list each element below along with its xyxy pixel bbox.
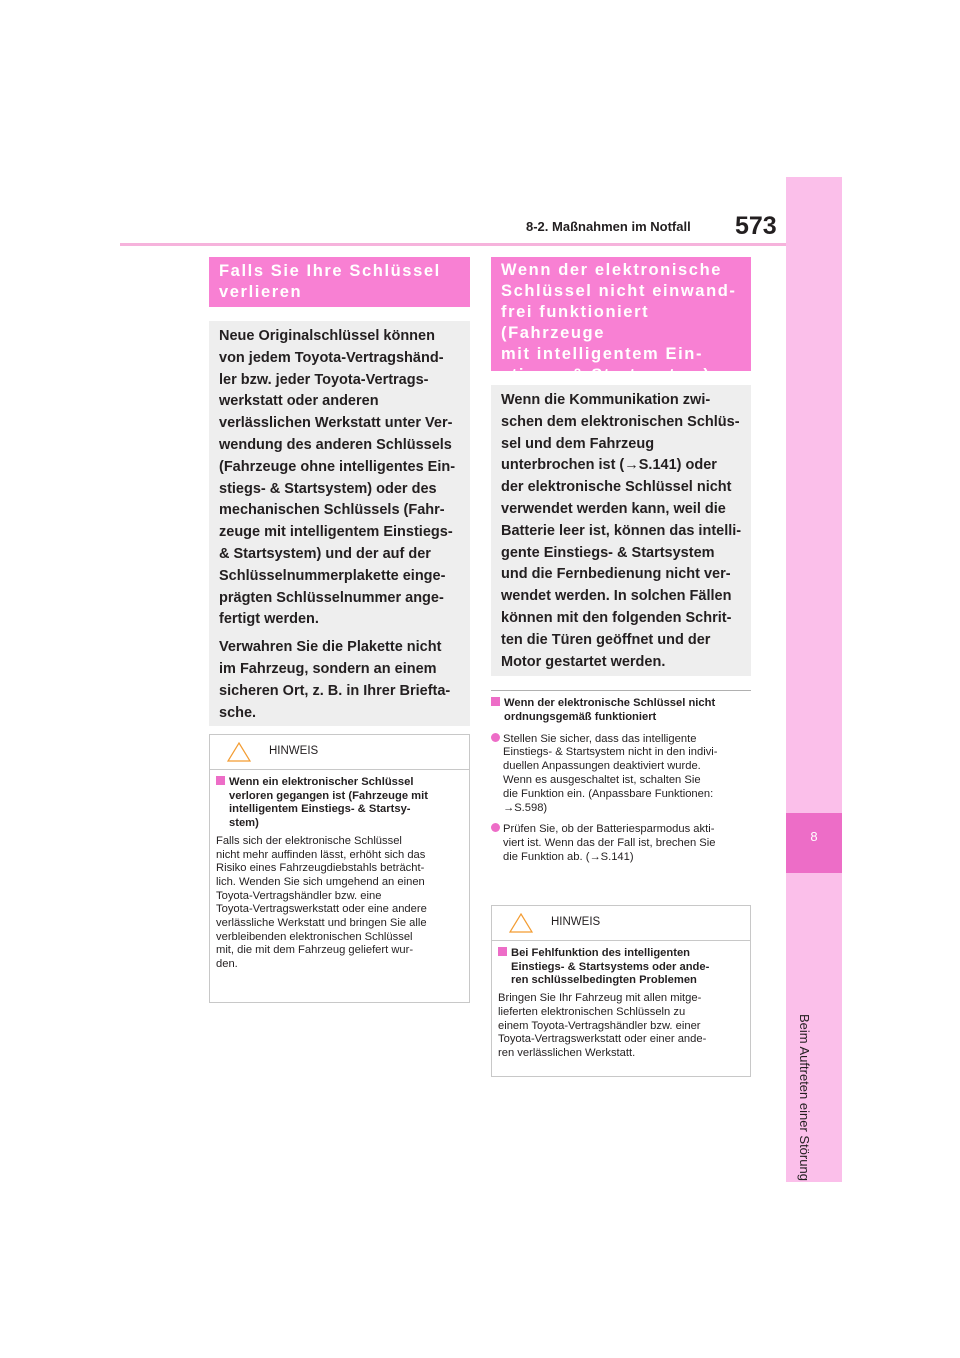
text-line: stem) bbox=[229, 817, 259, 830]
paragraph bbox=[219, 326, 470, 631]
note-title bbox=[216, 776, 457, 831]
text-line: Prüfen Sie, ob der Batteriesparmodus akti- bbox=[503, 823, 715, 836]
bullet-icon bbox=[491, 733, 500, 742]
page-number: 573 bbox=[735, 212, 777, 240]
text-line: (Fahrzeuge ohne intelligentes Ein- bbox=[219, 458, 456, 475]
text-line: sel und dem Fahrzeug bbox=[501, 435, 655, 452]
text-line: duellen Anpassungen deaktiviert wurde. bbox=[503, 760, 701, 773]
section-title: 8-2. Maßnahmen im Notfall bbox=[526, 219, 691, 234]
chapter-number: 8 bbox=[810, 829, 818, 844]
bullet-icon bbox=[491, 823, 500, 832]
note-label: HINWEIS bbox=[551, 916, 601, 928]
text-line: von jedem Toyota-Vertragshänd- bbox=[219, 349, 444, 366]
square-bullet-icon bbox=[491, 697, 500, 706]
text-line: Motor gestartet werden. bbox=[501, 653, 666, 670]
warning-icon bbox=[227, 742, 251, 762]
note-body bbox=[492, 941, 750, 1061]
left-note-box bbox=[209, 734, 470, 1003]
text-line: können mit den folgenden Schrit- bbox=[501, 609, 732, 626]
text-line: viert ist. Wenn das der Fall ist, brechen Sie bbox=[503, 837, 716, 850]
note-title bbox=[498, 947, 738, 988]
text-line: Wenn der elektronische Schlüssel nicht bbox=[504, 697, 716, 709]
text-line: Bei Fehlfunktion des intelligenten bbox=[511, 947, 691, 959]
text-line: Stellen Sie sicher, dass das intelligente bbox=[503, 732, 697, 745]
text-line: nicht mehr auffinden lässt, erhöht sich das bbox=[216, 848, 426, 861]
divider bbox=[491, 690, 751, 691]
text-line: ten die Türen geöffnet und der bbox=[501, 631, 711, 648]
text-line: ren schlüsselbedingten Problemen bbox=[511, 974, 697, 987]
text-line: zeuge mit intelligentem Einstiegs- bbox=[219, 524, 453, 541]
right-note-box bbox=[491, 905, 751, 1077]
text-line: ordnungsgemäß funktioniert bbox=[504, 710, 657, 723]
square-bullet-icon bbox=[216, 776, 225, 785]
heading-line: frei funktioniert (Fahrzeuge bbox=[501, 303, 650, 342]
text-line: Neue Originalschlüssel können bbox=[219, 328, 435, 344]
text-line: stiegs- & Startsystem) oder des bbox=[219, 480, 437, 497]
paragraph bbox=[219, 637, 470, 724]
text-line: & Startsystem) und der auf der bbox=[219, 545, 431, 562]
heading-line: Falls Sie Ihre Schlüssel bbox=[219, 262, 441, 280]
heading-line: mit intelligentem Ein- bbox=[501, 345, 704, 363]
text-line: im Fahrzeug, sondern an einem bbox=[219, 660, 437, 677]
text-line: ren verlässlichen Werkstatt. bbox=[498, 1046, 636, 1059]
text-line: fertigt werden. bbox=[219, 611, 319, 628]
text-line: Verwahren Sie die Plakette nicht bbox=[219, 639, 442, 656]
subsection-title bbox=[491, 697, 753, 725]
text-line: lieferten elektronischen Schlüsseln zu bbox=[498, 1005, 686, 1018]
list-item bbox=[491, 823, 753, 864]
text-line: Schlüsselnummerplakette einge- bbox=[219, 567, 446, 584]
text-line: mit, die mit dem Fahrzeug geliefert wur- bbox=[216, 944, 414, 957]
heading-line: verlieren bbox=[219, 283, 303, 301]
text-line: verwendet werden kann, weil die bbox=[501, 500, 726, 517]
text-line: werkstatt oder anderen bbox=[219, 393, 379, 410]
text-line: intelligentem Einstiegs- & Startsy- bbox=[229, 803, 411, 816]
heading-line: stiegs- & Startsystem) bbox=[501, 366, 711, 384]
text-line: gente Einstiegs- & Startsystem bbox=[501, 544, 715, 561]
text-line: verbleibenden elektronischen Schlüssel bbox=[216, 930, 413, 943]
heading-line: Wenn der elektronische bbox=[501, 261, 723, 279]
text-line: sicheren Ort, z. B. in Ihrer Briefta- bbox=[219, 682, 451, 699]
side-tab bbox=[786, 177, 842, 1182]
note-label: HINWEIS bbox=[269, 745, 319, 757]
text-line: Wenn die Kommunikation zwi- bbox=[501, 392, 711, 408]
text-line: Risiko eines Fahrzeugdiebstahls beträcht- bbox=[216, 862, 425, 875]
text-line: verlässliche Werkstatt und bringen Sie alle bbox=[216, 917, 427, 930]
text-line: Batterie leer ist, können das intelli- bbox=[501, 522, 742, 539]
text-line: der elektronische Schlüssel nicht bbox=[501, 479, 732, 496]
right-heading bbox=[491, 257, 751, 384]
left-heading bbox=[209, 257, 470, 307]
text-line: Einstiegs- & Startsystems oder ande- bbox=[511, 960, 710, 973]
text-line: unterbrochen ist (→S.141) oder bbox=[501, 457, 717, 474]
text-line: verloren gegangen ist (Fahrzeuge mit bbox=[229, 789, 428, 802]
text-line: den. bbox=[216, 958, 238, 971]
text-line: sche. bbox=[219, 704, 257, 721]
warning-icon bbox=[509, 913, 533, 933]
text-line: Falls sich der elektronische Schlüssel bbox=[216, 834, 402, 847]
note-header bbox=[492, 906, 750, 941]
chapter-title bbox=[797, 1014, 812, 1034]
text-line: Bringen Sie Ihr Fahrzeug mit allen mitge- bbox=[498, 992, 702, 1005]
note-body bbox=[210, 770, 469, 972]
text-line: einem Toyota-Vertragshändler bzw. einer bbox=[498, 1019, 701, 1032]
text-line: Wenn ein elektronischer Schlüssel bbox=[229, 776, 414, 788]
left-info-box bbox=[209, 321, 470, 726]
text-line: →S.598) bbox=[503, 801, 548, 814]
subsection bbox=[491, 697, 753, 865]
text-line: Toyota-Vertragswerkstatt oder eine andere bbox=[216, 903, 427, 916]
text-line: prägten Schlüsselnummer ange- bbox=[219, 589, 444, 606]
text-line: Toyota-Vertragswerkstatt oder einer ande- bbox=[498, 1033, 707, 1046]
text-line: mechanischen Schlüssels (Fahr- bbox=[219, 502, 445, 519]
text-line: wendet werden. In solchen Fällen bbox=[501, 588, 732, 605]
text-line: Einstiegs- & Startsystem nicht in den indivi- bbox=[503, 746, 718, 759]
text-line: Wenn es ausgeschaltet ist, schalten Sie bbox=[503, 773, 701, 786]
note-text bbox=[216, 835, 457, 972]
text-line: und die Fernbedienung nicht ver- bbox=[501, 566, 731, 583]
text-line: ler bzw. jeder Toyota-Vertrags- bbox=[219, 371, 429, 388]
square-bullet-icon bbox=[498, 947, 507, 956]
header-rule bbox=[120, 243, 786, 246]
text-line: die Funktion ein. (Anpassbare Funktionen: bbox=[503, 787, 714, 800]
text-line: wendung des anderen Schlüssels bbox=[219, 436, 452, 453]
note-header bbox=[210, 735, 469, 770]
text-line: Toyota-Vertragshändler bzw. eine bbox=[216, 889, 382, 902]
text-line: schen dem elektronischen Schlüs- bbox=[501, 413, 740, 430]
heading-line: Schlüssel nicht einwand- bbox=[501, 282, 737, 300]
list-item bbox=[491, 733, 753, 816]
text-line: die Funktion ab. (→S.141) bbox=[503, 850, 634, 863]
note-text bbox=[498, 992, 738, 1061]
text-line: lich. Wenden Sie sich umgehend an einen bbox=[216, 875, 425, 888]
right-info-box bbox=[491, 385, 751, 676]
text-line: verlässlichen Werkstatt unter Ver- bbox=[219, 415, 453, 432]
